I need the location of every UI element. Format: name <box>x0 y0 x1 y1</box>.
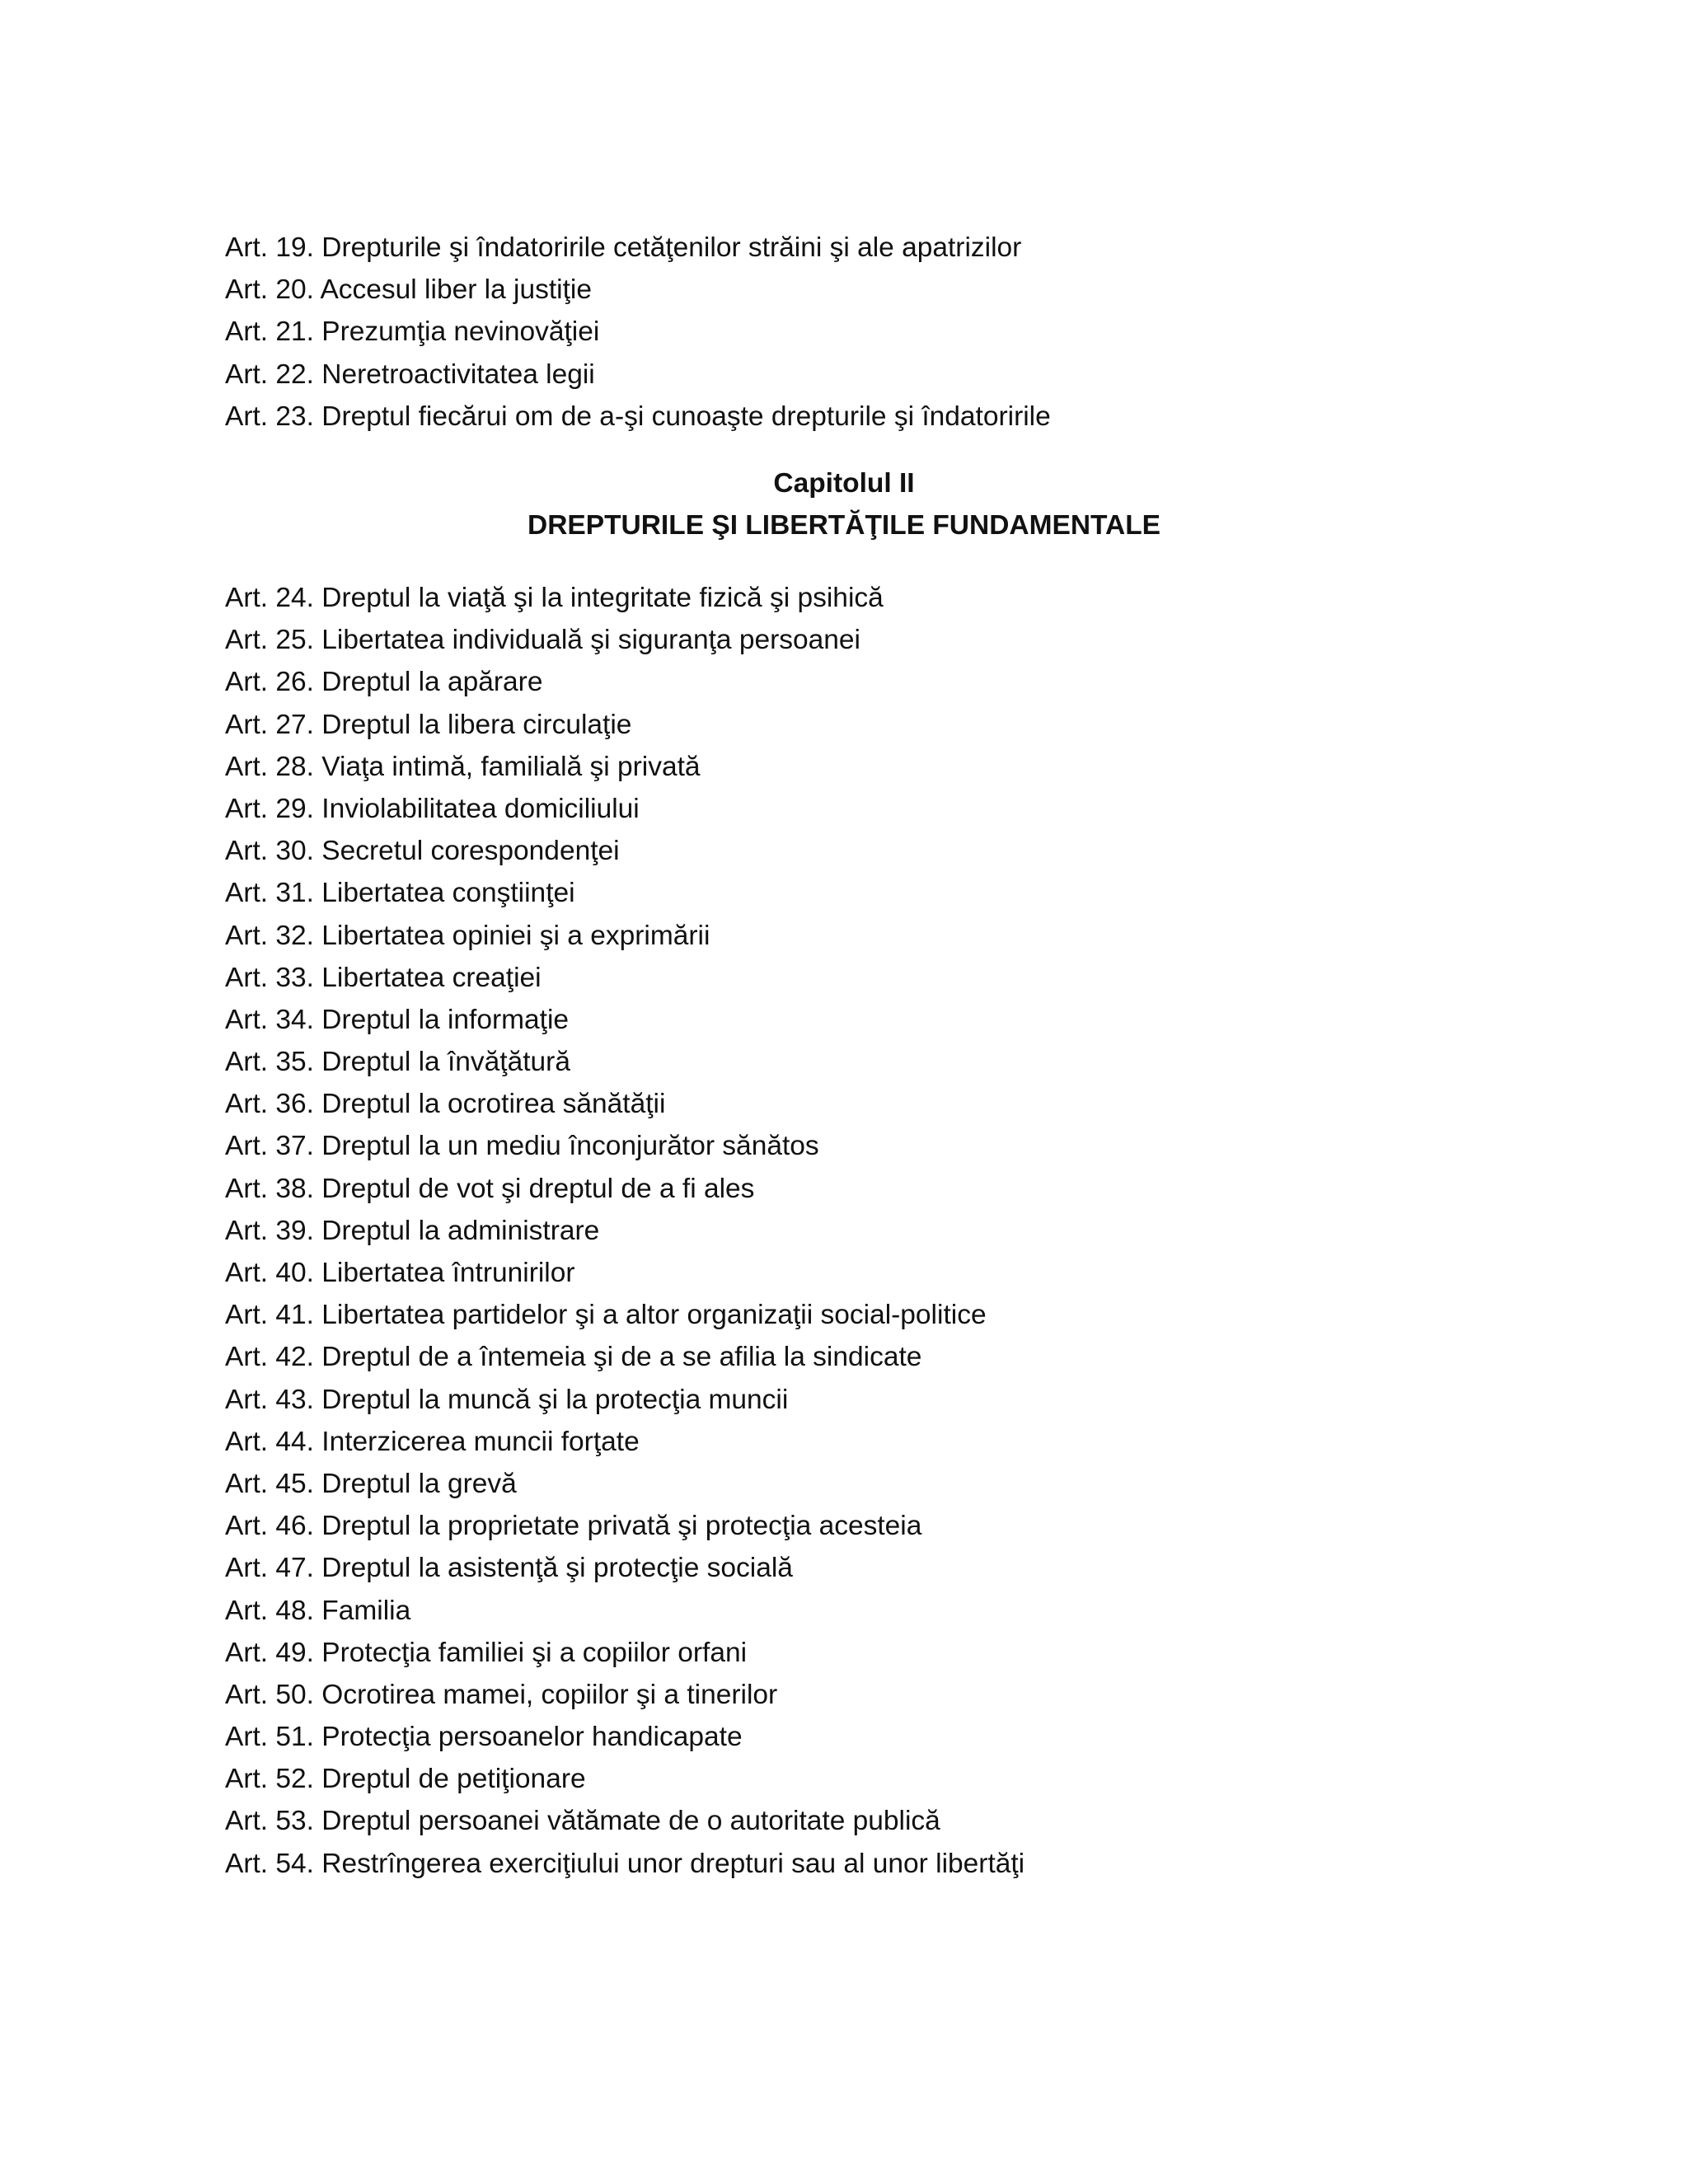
article-line: Art. 32. Libertatea opiniei şi a exprimării <box>225 920 710 951</box>
article-line: Art. 22. Neretroactivitatea legii <box>225 359 595 390</box>
article-line: Art. 27. Dreptul la libera circulaţie <box>225 709 632 740</box>
article-line: Art. 29. Inviolabilitatea domiciliului <box>225 793 640 824</box>
chapter-title: DREPTURILE ŞI LIBERTĂŢILE FUNDAMENTALE <box>528 510 1160 541</box>
article-line: Art. 21. Prezumţia nevinovăţiei <box>225 316 600 348</box>
article-line: Art. 53. Dreptul persoanei vătămate de o autoritate publică <box>225 1806 940 1837</box>
article-line: Art. 20. Accesul liber la justiţie <box>225 274 593 306</box>
article-line: Art. 42. Dreptul de a întemeia şi de a se afilia la sindicate <box>225 1342 922 1373</box>
article-line: Art. 40. Libertatea întrunirilor <box>225 1258 575 1288</box>
article-line: Art. 34. Dreptul la informaţie <box>225 1004 570 1035</box>
article-line: Art. 44. Interzicerea muncii forţate <box>225 1426 640 1457</box>
article-line: Art. 39. Dreptul la administrare <box>225 1215 600 1246</box>
article-line: Art. 37. Dreptul la un mediu înconjurător sănătos <box>225 1131 819 1162</box>
article-line: Art. 52. Dreptul de petiţionare <box>225 1764 586 1795</box>
article-line: Art. 33. Libertatea creaţiei <box>225 962 542 993</box>
article-line: Art. 30. Secretul corespondenţei <box>225 836 620 867</box>
article-line: Art. 24. Dreptul la viaţă şi la integritate fizică şi psihică <box>225 583 884 613</box>
article-line: Art. 46. Dreptul la proprietate privată şi protecţia acesteia <box>225 1511 922 1542</box>
article-line: Art. 36. Dreptul la ocrotirea sănătăţii <box>225 1089 666 1120</box>
article-line: Art. 28. Viaţa intimă, familială şi privată <box>225 751 701 782</box>
article-list-after <box>225 577 1461 1885</box>
article-line: Art. 31. Libertatea conştiinţei <box>225 878 575 909</box>
article-line: Art. 47. Dreptul la asistenţă şi protecţie socială <box>225 1553 793 1584</box>
article-line: Art. 48. Familia <box>225 1595 411 1626</box>
article-line: Art. 49. Protecţia familiei şi a copiilor orfani <box>225 1637 748 1668</box>
article-line: Art. 43. Dreptul la muncă şi la protecţia muncii <box>225 1384 789 1415</box>
article-line: Art. 19. Drepturile şi îndatoririle cetăţenilor străini şi ale apatrizilor <box>225 232 1022 263</box>
article-line: Art. 23. Dreptul fiecărui om de a-şi cunoaşte drepturile şi îndatoririle <box>225 401 1051 432</box>
article-line: Art. 51. Protecţia persoanelor handicapate <box>225 1722 743 1753</box>
chapter-number: Capitolul II <box>773 468 915 499</box>
article-list-before <box>225 227 1461 438</box>
article-line: Art. 35. Dreptul la învăţătură <box>225 1047 570 1078</box>
article-line: Art. 54. Restrîngerea exerciţiului unor drepturi sau al unor libertăţi <box>225 1848 1025 1879</box>
article-line: Art. 45. Dreptul la grevă <box>225 1468 517 1499</box>
article-line: Art. 38. Dreptul de vot şi dreptul de a fi ales <box>225 1173 755 1204</box>
article-line: Art. 25. Libertatea individuală şi siguranţa persoanei <box>225 625 860 656</box>
article-line: Art. 50. Ocrotirea mamei, copiilor şi a tinerilor <box>225 1679 778 1710</box>
article-line: Art. 26. Dreptul la apărare <box>225 667 543 698</box>
article-line: Art. 41. Libertatea partidelor şi a altor organizaţii social-politice <box>225 1300 987 1331</box>
